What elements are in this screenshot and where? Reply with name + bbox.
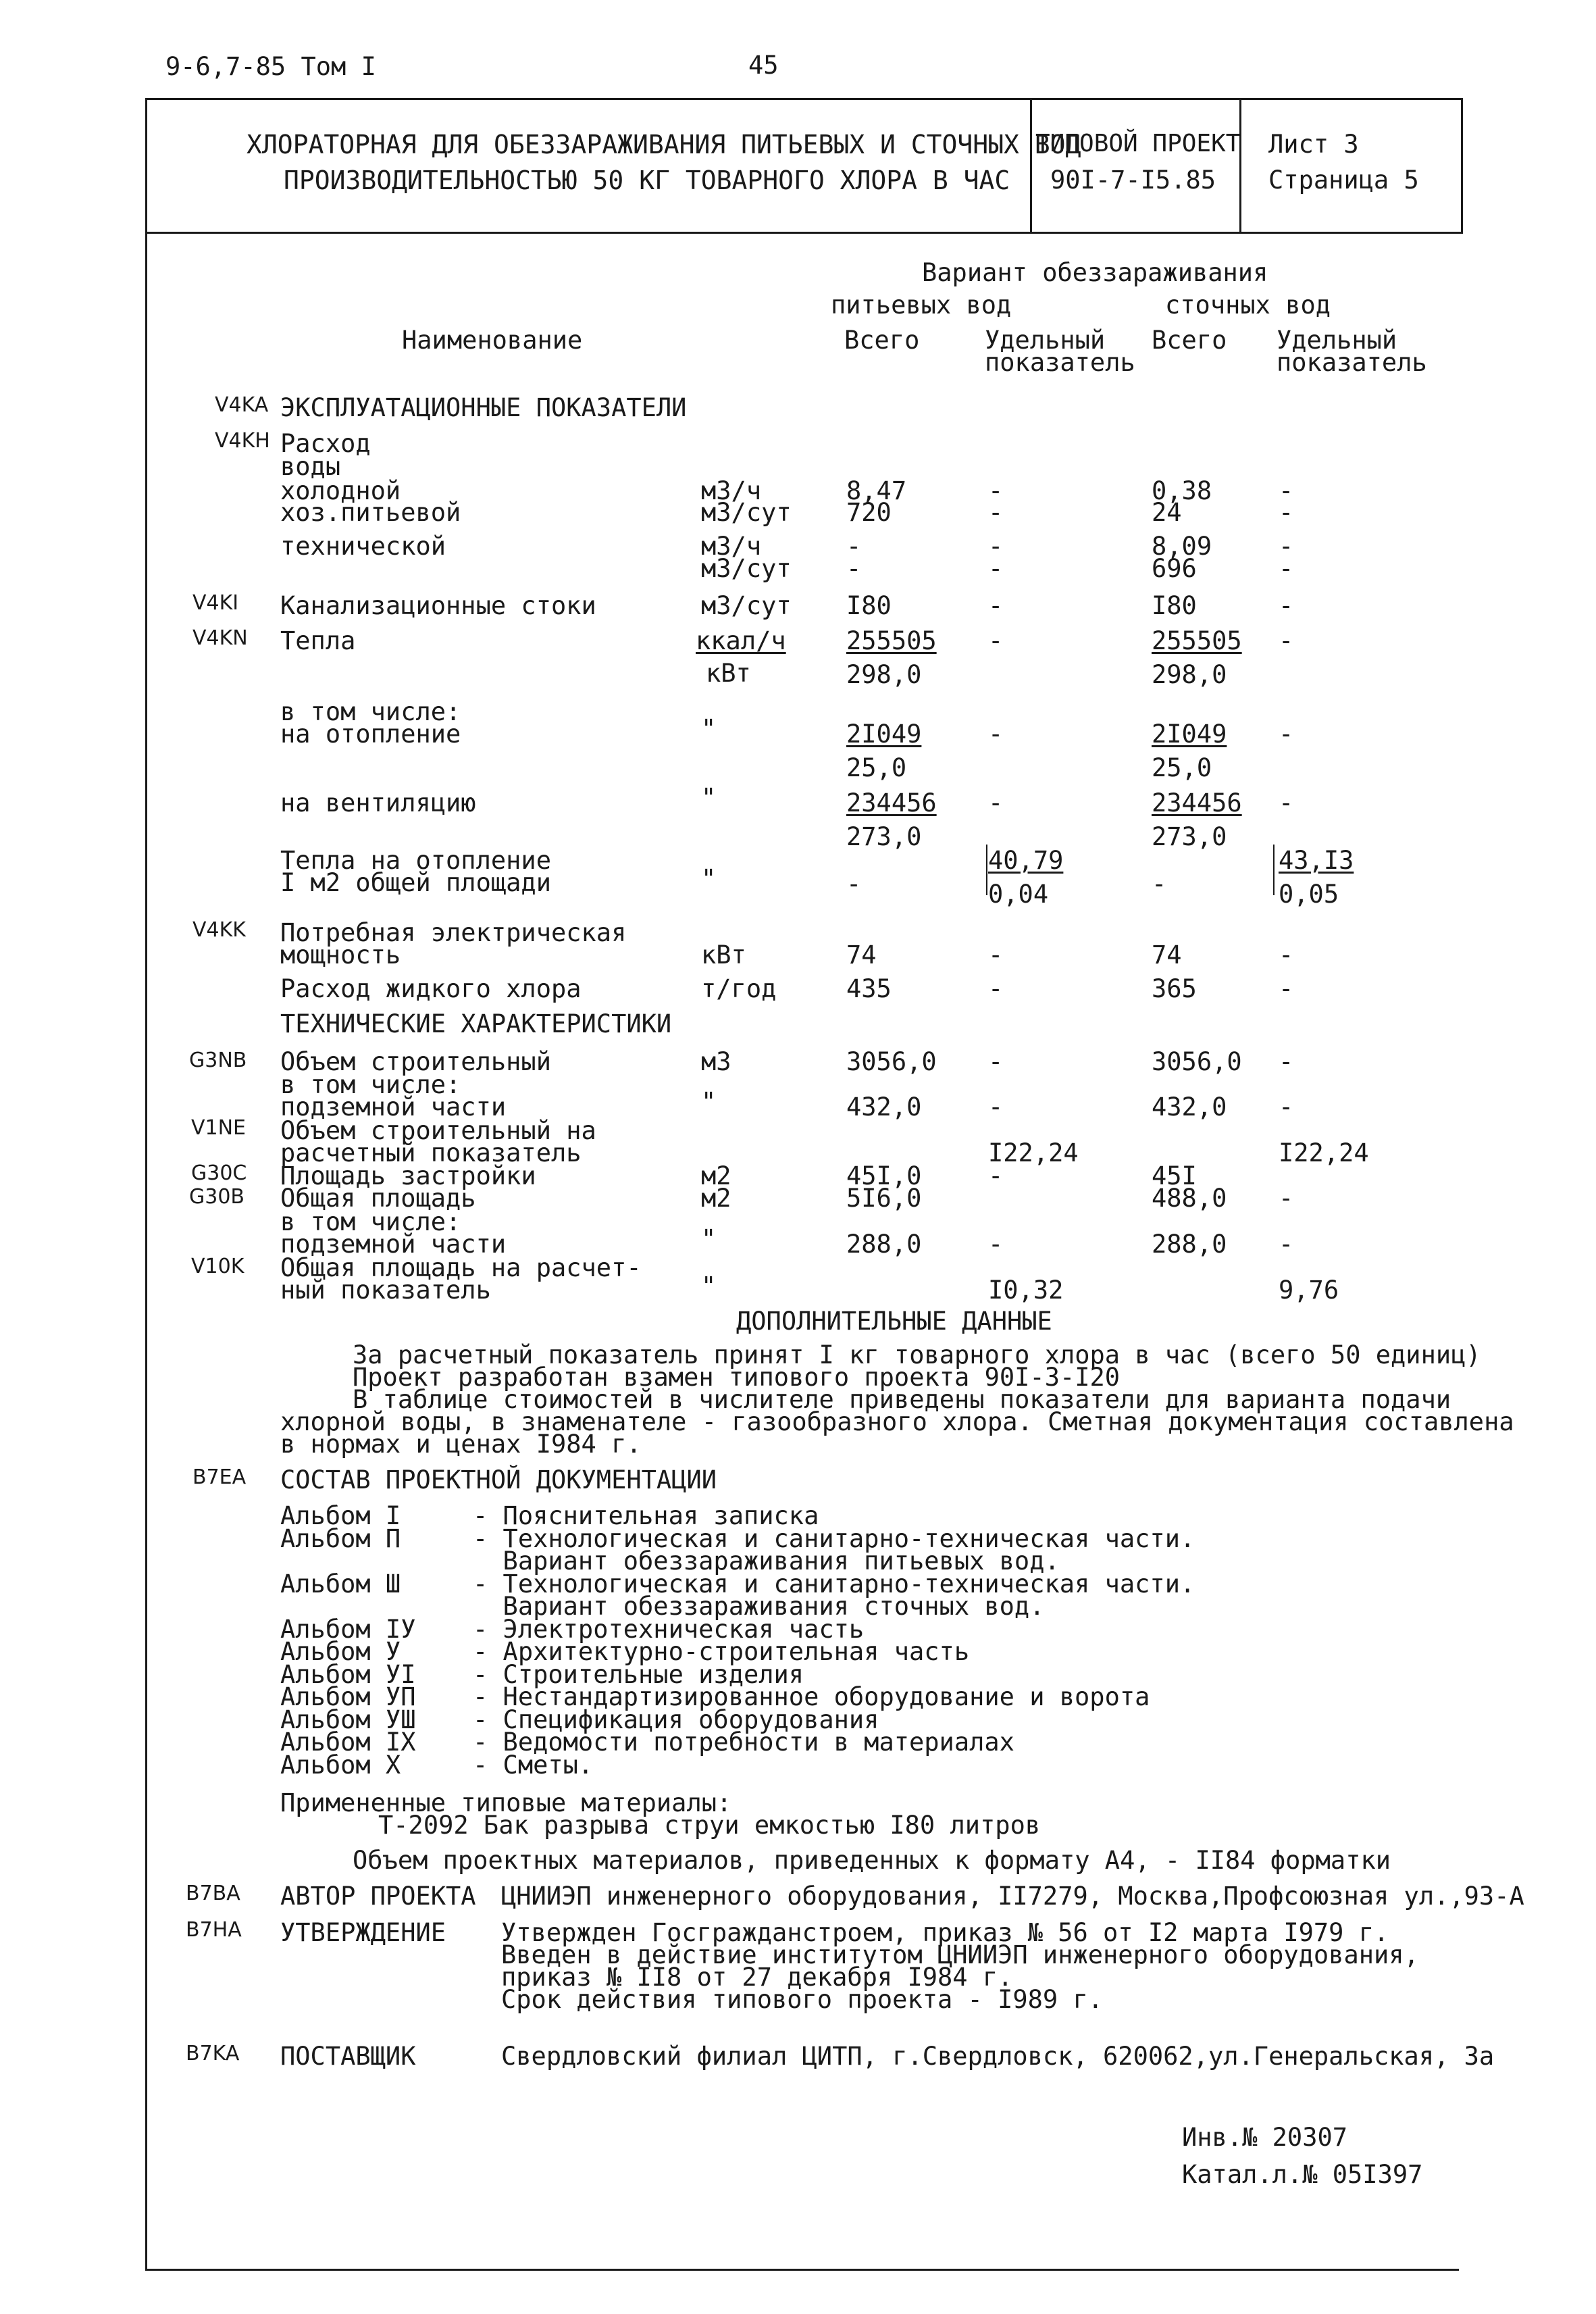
value-cell: - — [1152, 870, 1167, 899]
value-cell: - — [988, 720, 1004, 749]
album-description: - Ведомости потребности в материалах — [473, 1728, 1014, 1757]
value-cell: 234456 — [846, 788, 937, 818]
value-cell: I0,32 — [988, 1276, 1064, 1305]
row-label: Тепла на отопление — [280, 846, 551, 875]
value-cell: - — [988, 626, 1004, 655]
value-cell: I80 — [1152, 591, 1197, 620]
code-label: B7HA — [186, 1918, 242, 1942]
value-cell: - — [988, 788, 1004, 818]
row-label: хоз.питьевой — [280, 498, 461, 527]
album-name: Альбом IУ — [280, 1614, 416, 1644]
value-cell: 696 — [1152, 554, 1197, 583]
title-divider-1 — [1030, 98, 1032, 232]
value-cell: 25,0 — [1152, 753, 1212, 782]
approval-text: приказ № II8 от 27 декабря I984 г. — [501, 1963, 1013, 1992]
value-cell: 9,76 — [1279, 1276, 1339, 1305]
value-cell: 255505 — [1152, 626, 1242, 655]
value-cell: - — [988, 1092, 1004, 1122]
album-name: Альбом X — [280, 1750, 401, 1780]
value-cell: 298,0 — [846, 660, 922, 689]
code-label: V4KA — [215, 393, 269, 417]
value-cell: 432,0 — [1152, 1092, 1227, 1122]
doc-title-line1: ХЛОРАТОРНАЯ ДЛЯ ОБЕЗЗАРАЖИВАНИЯ ПИТЬЕВЫХ И СТОЧНЫХ ВОД — [247, 130, 1081, 159]
approval-text: Введен в действие институтом ЦНИИЭП инженерного оборудования, — [501, 1940, 1419, 1969]
value-cell: 0,38 — [1152, 476, 1212, 505]
unit-cell: м2 — [701, 1184, 731, 1213]
value-cell: 45I,0 — [846, 1161, 922, 1190]
code-label: V4KK — [192, 918, 246, 942]
value-cell: 288,0 — [1152, 1230, 1227, 1259]
page-border-bottom — [145, 2269, 1459, 2271]
value-cell: - — [846, 554, 862, 583]
value-cell: - — [1279, 720, 1294, 749]
code-label: V4KN — [192, 626, 248, 650]
row-label: ный показатель — [280, 1276, 491, 1305]
specific-heading-1a: Удельный — [985, 326, 1106, 355]
value-cell: 255505 — [846, 626, 937, 655]
unit-cell: м3/ч — [701, 532, 762, 561]
album-description: - Технологическая и санитарно-техническая части. — [473, 1524, 1195, 1553]
extra-paragraph: хлорной воды, в знаменателе - газообразного хлора. Сметная документация составлена — [280, 1407, 1514, 1436]
doc-title-line2: ПРОИЗВОДИТЕЛЬНОСТЬЮ 50 КГ ТОВАРНОГО ХЛОРА В ЧАС — [284, 166, 1010, 195]
column-divider-2 — [1273, 845, 1275, 895]
drinking-water-heading: питьевых вод — [831, 291, 1012, 320]
value-cell: 24 — [1152, 498, 1182, 527]
album-name: Альбом IX — [280, 1728, 416, 1757]
value-cell: - — [988, 554, 1004, 583]
page-label: Страница 5 — [1268, 166, 1419, 195]
album-name: Альбом УI — [280, 1659, 416, 1689]
value-cell: - — [1279, 626, 1294, 655]
unit-cell: м3 — [701, 1047, 731, 1076]
value-cell: 40,79 — [988, 846, 1064, 875]
page-number: 45 — [748, 51, 779, 80]
value-cell: I80 — [846, 591, 892, 620]
row-label: Общая площадь на расчет- — [280, 1253, 642, 1282]
value-cell: - — [846, 532, 862, 561]
value-cell: 2I049 — [1152, 720, 1227, 749]
value-cell: 720 — [846, 498, 892, 527]
specific-heading-2b: показатель — [1277, 348, 1427, 377]
value-cell: 45I — [1152, 1161, 1197, 1190]
value-cell: - — [988, 1230, 1004, 1259]
section-exploitation: ЭКСПЛУАТАЦИОННЫЕ ПОКАЗАТЕЛИ — [280, 393, 687, 422]
unit-cell: " — [701, 1272, 717, 1301]
value-cell: 43,I3 — [1279, 846, 1354, 875]
specific-heading-2a: Удельный — [1277, 326, 1397, 355]
unit-cell: ккал/ч — [696, 626, 786, 655]
value-cell: - — [988, 974, 1004, 1003]
name-column-heading: Наименование — [402, 326, 583, 355]
code-label: B7BA — [186, 1882, 240, 1905]
row-label: расчетный показатель — [280, 1138, 582, 1167]
row-label: Потребная электрическая — [280, 918, 627, 947]
album-description: - Технологическая и санитарно-техническая части. — [473, 1569, 1195, 1599]
section-technical: ТЕХНИЧЕСКИЕ ХАРАКТЕРИСТИКИ — [280, 1009, 672, 1038]
value-cell: - — [988, 1161, 1004, 1190]
value-cell: - — [1279, 940, 1294, 970]
album-description: - Спецификация оборудования — [473, 1705, 879, 1734]
row-label: Расход — [280, 429, 371, 458]
row-label: в том числе: — [280, 1207, 461, 1236]
value-cell: 5I6,0 — [846, 1184, 922, 1213]
row-label: подземной части — [280, 1230, 507, 1259]
row-label: Объем строительный на — [280, 1116, 596, 1145]
value-cell: I22,24 — [1279, 1138, 1369, 1167]
supplier-text: Свердловский филиал ЦИТП, г.Свердловск, 620062,ул.Генеральская, 3а — [501, 2042, 1495, 2071]
value-cell: 365 — [1152, 974, 1197, 1003]
row-label: Канализационные стоки — [280, 591, 596, 620]
code-label: B7KA — [186, 2042, 240, 2065]
row-label: в том числе: — [280, 1070, 461, 1099]
value-cell: - — [988, 1047, 1004, 1076]
value-cell: - — [1279, 532, 1294, 561]
code-label: V4KI — [192, 591, 239, 615]
value-cell: - — [988, 591, 1004, 620]
sewage-water-heading: сточных вод — [1165, 291, 1331, 320]
document-volume: Объем проектных материалов, приведенных к формату А4, - II84 форматки — [353, 1846, 1391, 1875]
album-description: - Сметы. — [473, 1750, 594, 1780]
value-cell: 273,0 — [846, 822, 922, 851]
author-text: ЦНИИЭП инженерного оборудования, II7279, Москва,Профсоюзная ул.,93-А — [501, 1882, 1524, 1911]
unit-cell: м3/сут — [701, 591, 792, 620]
value-cell: 8,47 — [846, 476, 907, 505]
value-cell: - — [1279, 1092, 1294, 1122]
applied-materials-item: Т-2092 Бак разрыва струи емкостью I80 литров — [378, 1811, 1041, 1840]
unit-cell: м2 — [701, 1161, 731, 1190]
value-cell: - — [846, 870, 862, 899]
row-label: Объем строительный — [280, 1047, 551, 1076]
value-cell: I22,24 — [988, 1138, 1079, 1167]
album-name: Альбом Ш — [280, 1569, 401, 1599]
code-label: V1NE — [191, 1116, 247, 1140]
value-cell: 2I049 — [846, 720, 922, 749]
approval-text: Утвержден Госгражданстроем, приказ № 56 от I2 марта I979 г. — [501, 1918, 1389, 1947]
code-label: G30C — [191, 1161, 247, 1185]
approval-text: Срок действия типового проекта - I989 г. — [501, 1985, 1104, 2014]
value-cell: 298,0 — [1152, 660, 1227, 689]
album-name: Альбом I — [280, 1501, 401, 1530]
value-cell: - — [1279, 788, 1294, 818]
row-label: Площадь застройки — [280, 1161, 536, 1190]
value-cell: - — [1279, 554, 1294, 583]
album-description: - Электротехническая часть — [473, 1614, 865, 1644]
code-label: G30B — [189, 1185, 245, 1209]
unit-cell: м3/сут — [701, 554, 792, 583]
total-heading-1: Всего — [844, 326, 920, 355]
value-cell: 74 — [1152, 940, 1182, 970]
row-label: I м2 общей площади — [280, 868, 551, 897]
variant-heading: Вариант обеззараживания — [922, 258, 1268, 287]
code-label: V4KH — [215, 429, 270, 453]
author-label: АВТОР ПРОЕКТА — [280, 1882, 476, 1911]
code-label: G3NB — [189, 1049, 247, 1072]
unit-cell: " — [701, 714, 717, 743]
value-cell: 8,09 — [1152, 532, 1212, 561]
album-name: Альбом П — [280, 1524, 401, 1553]
row-label: на отопление — [280, 720, 461, 749]
code-label: B7EA — [192, 1465, 247, 1489]
row-label: на вентиляцию — [280, 788, 476, 818]
specific-heading-1b: показатель — [985, 348, 1135, 377]
value-cell: 488,0 — [1152, 1184, 1227, 1213]
value-cell: 25,0 — [846, 753, 907, 782]
composition-heading: СОСТАВ ПРОЕКТНОЙ ДОКУМЕНТАЦИИ — [280, 1465, 717, 1494]
unit-cell: " — [701, 1224, 717, 1253]
total-heading-2: Всего — [1152, 326, 1227, 355]
value-cell: 3056,0 — [1152, 1047, 1242, 1076]
extra-paragraph: Проект разработан взамен типового проекта 90I-3-I20 — [353, 1363, 1121, 1392]
album-description: - Строительные изделия — [473, 1659, 804, 1689]
approval-label: УТВЕРЖДЕНИЕ — [280, 1918, 446, 1947]
unit-cell: " — [701, 783, 717, 812]
page-border-left — [145, 230, 147, 2270]
value-cell: - — [988, 476, 1004, 505]
column-divider-1 — [986, 845, 987, 895]
project-label: ТИПОВОЙ ПРОЕКТ — [1035, 130, 1241, 157]
unit-cell: кВт — [701, 940, 746, 970]
unit-cell: кВт — [706, 659, 751, 688]
value-cell: 0,04 — [988, 880, 1049, 909]
value-cell: - — [1279, 1230, 1294, 1259]
value-cell: - — [1279, 498, 1294, 527]
title-divider-2 — [1239, 98, 1241, 232]
catalog-number: Катал.л.№ 05I397 — [1182, 2160, 1423, 2189]
row-label: Тепла — [280, 626, 356, 655]
row-label: технической — [280, 532, 446, 561]
row-label: мощность — [280, 940, 401, 970]
value-cell: - — [1279, 1184, 1294, 1213]
unit-cell: т/год — [701, 974, 777, 1003]
applied-materials-label: Примененные типовые материалы: — [280, 1788, 732, 1817]
supplier-label: ПОСТАВЩИК — [280, 2042, 416, 2071]
value-cell: 74 — [846, 940, 877, 970]
row-label: подземной части — [280, 1092, 507, 1122]
value-cell: 288,0 — [846, 1230, 922, 1259]
value-cell: 234456 — [1152, 788, 1242, 818]
extra-paragraph: в нормах и ценах I984 г. — [280, 1430, 642, 1459]
unit-cell: м3/ч — [701, 476, 762, 505]
value-cell: - — [1279, 974, 1294, 1003]
value-cell: 3056,0 — [846, 1047, 937, 1076]
value-cell: - — [1279, 1047, 1294, 1076]
value-cell: - — [1279, 476, 1294, 505]
album-description: Вариант обеззараживания питьевых вод. — [473, 1546, 1060, 1576]
code-label: V10K — [191, 1255, 244, 1278]
row-label: холодной — [280, 476, 401, 505]
value-cell: 273,0 — [1152, 822, 1227, 851]
extra-paragraph: В таблице стоимостей в числителе приведены показатели для варианта подачи — [353, 1385, 1451, 1414]
value-cell: - — [988, 940, 1004, 970]
value-cell: 432,0 — [846, 1092, 922, 1122]
album-description: Вариант обеззараживания сточных вод. — [473, 1592, 1045, 1621]
sheet-label: Лист 3 — [1268, 130, 1359, 159]
album-name: Альбом УШ — [280, 1705, 416, 1734]
inventory-number: Инв.№ 20307 — [1182, 2123, 1348, 2152]
row-label: в том числе: — [280, 697, 461, 726]
extra-heading: ДОПОЛНИТЕЛЬНЫЕ ДАННЫЕ — [736, 1307, 1052, 1336]
document-series: 9-6,7-85 Том I — [165, 52, 376, 81]
value-cell: 435 — [846, 974, 892, 1003]
unit-cell: м3/сут — [701, 498, 792, 527]
project-number: 90I-7-I5.85 — [1050, 166, 1216, 195]
row-label: воды — [280, 452, 341, 481]
value-cell: - — [988, 498, 1004, 527]
row-label: Общая площадь — [280, 1184, 476, 1213]
album-description: - Нестандартизированное оборудование и ворота — [473, 1682, 1150, 1711]
row-label: Расход жидкого хлора — [280, 974, 582, 1003]
value-cell: - — [988, 532, 1004, 561]
album-description: - Архитектурно-строительная часть — [473, 1637, 970, 1666]
extra-paragraph: За расчетный показатель принят I кг товарного хлора в час (всего 50 единиц) — [353, 1340, 1481, 1369]
value-cell: - — [1279, 591, 1294, 620]
album-name: Альбом УП — [280, 1682, 416, 1711]
unit-cell: " — [701, 1087, 717, 1116]
album-description: - Пояснительная записка — [473, 1501, 819, 1530]
album-name: Альбом У — [280, 1637, 401, 1666]
unit-cell: " — [701, 864, 717, 893]
value-cell: 0,05 — [1279, 880, 1339, 909]
